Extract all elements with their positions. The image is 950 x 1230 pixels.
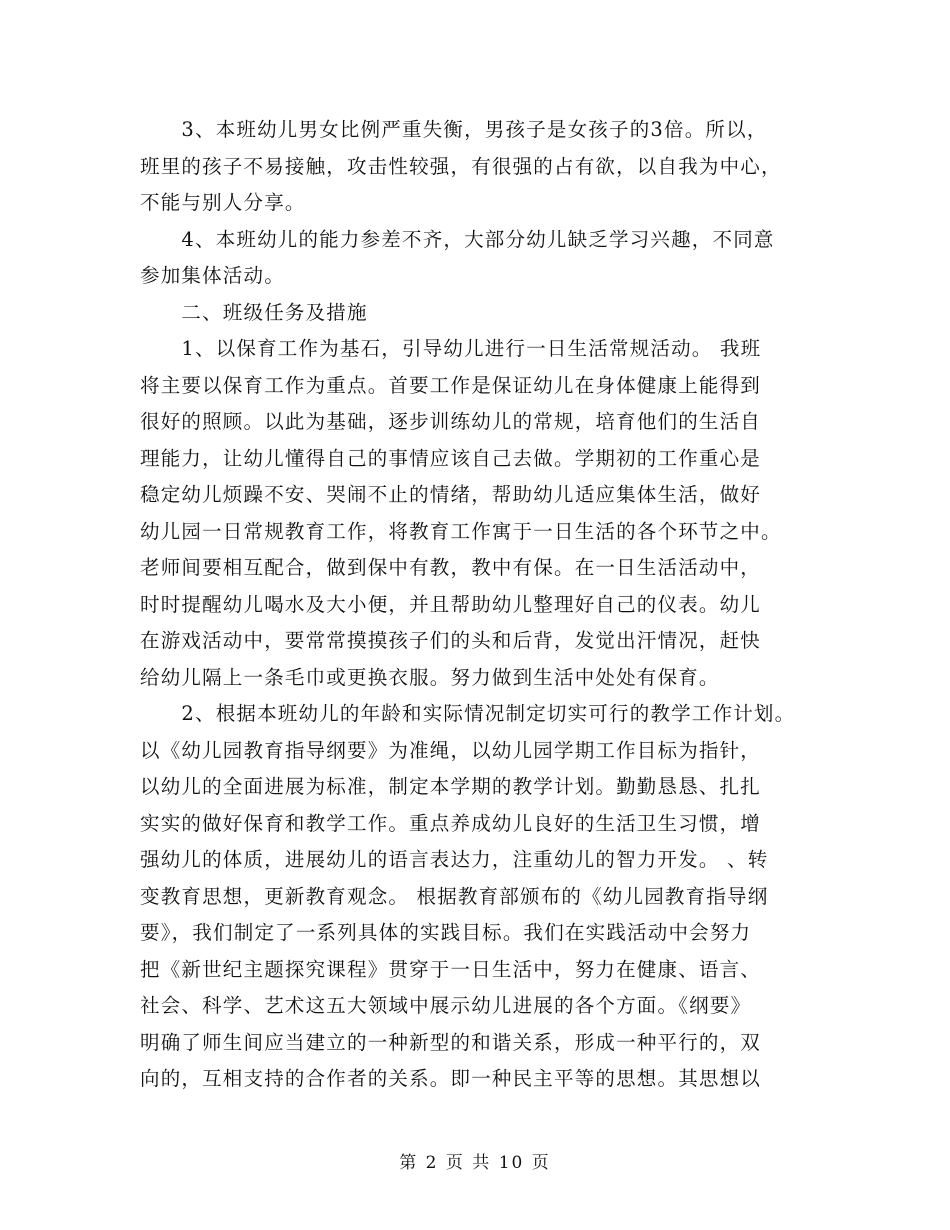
text-line: 强幼儿的体质，进展幼儿的语言表达力，注重幼儿的智力开发。 、转 bbox=[140, 848, 769, 871]
text-line: 向的，互相支持的合作者的关系。即一种民主平等的思想。其思想以 bbox=[140, 1067, 762, 1090]
text-line: 1、以保育工作为基石，引导幼儿进行一日生活常规活动。 我班 bbox=[140, 337, 762, 360]
text-line: 很好的照顾。以此为基础，逐步训练幼儿的常规，培育他们的生活自 bbox=[140, 410, 762, 433]
text-line: 稳定幼儿烦躁不安、哭闹不止的情绪，帮助幼儿适应集体生活，做好 bbox=[140, 483, 762, 506]
text-line: 时时提醒幼儿喝水及大小便，并且帮助幼儿整理好自己的仪表。幼儿 bbox=[140, 592, 762, 616]
text-line: 参加集体活动。 bbox=[140, 264, 285, 287]
text-line: 以《幼儿园教育指导纲要》为准绳，以幼儿园学期工作目标为指针， bbox=[140, 738, 762, 762]
body-text bbox=[140, 112, 820, 1098]
text-line: 理能力，让幼儿懂得自己的事情应该自己去做。学期初的工作重心是 bbox=[140, 446, 762, 470]
text-line: 幼儿园一日常规教育工作，将教育工作寓于一日生活的各个环节之中。 bbox=[140, 519, 782, 543]
text-line: 实实的做好保育和教学工作。重点养成幼儿良好的生活卫生习惯，增 bbox=[140, 811, 762, 835]
text-line: 4、本班幼儿的能力参差不齐，大部分幼儿缺乏学习兴趣，不同意 bbox=[140, 227, 775, 251]
text-line: 变教育思想，更新教育观念。 根据教育部颁布的《幼儿园教育指导纲 bbox=[140, 884, 769, 908]
text-line: 给幼儿隔上一条毛巾或更换衣服。努力做到生活中处处有保育。 bbox=[140, 665, 720, 689]
text-line: 班里的孩子不易接触，攻击性较强，有很强的占有欲，以自我为中心， bbox=[140, 154, 782, 178]
text-line: 不能与别人分享。 bbox=[140, 191, 306, 214]
section-heading: 二、班级任务及措施 bbox=[140, 300, 368, 324]
text-line: 要》，我们制定了一系列具体的实践目标。我们在实践活动中会努力 bbox=[140, 921, 752, 944]
text-line: 社会、科学、艺术这五大领域中展示幼儿进展的各个方面。《纲要》 bbox=[140, 994, 752, 1017]
text-line: 3、本班幼儿男女比例严重失衡，男孩子是女孩子的3倍。所以， bbox=[140, 118, 768, 141]
text-line: 明确了师生间应当建立的一种新型的和谐关系，形成一种平行的，双 bbox=[140, 1030, 762, 1054]
text-line: 老师间要相互配合，做到保中有教，教中有保。在一日生活活动中， bbox=[140, 556, 762, 579]
text-line: 在游戏活动中，要常常摸摸孩子们的头和后背，发觉出汗情况，赶快 bbox=[140, 629, 762, 652]
text-line: 2、根据本班幼儿的年龄和实际情况制定切实可行的教学工作计划。 bbox=[140, 702, 796, 725]
page-number-footer: 第 2 页 共 10 页 bbox=[399, 1153, 551, 1173]
text-line: 把《新世纪主题探究课程》贯穿于一日生活中，努力在健康、语言、 bbox=[140, 957, 762, 981]
text-line: 将主要以保育工作为重点。首要工作是保证幼儿在身体健康上能得到 bbox=[140, 373, 762, 397]
text-line: 以幼儿的全面进展为标准，制定本学期的教学计划。勤勤恳恳、扎扎 bbox=[140, 775, 762, 798]
